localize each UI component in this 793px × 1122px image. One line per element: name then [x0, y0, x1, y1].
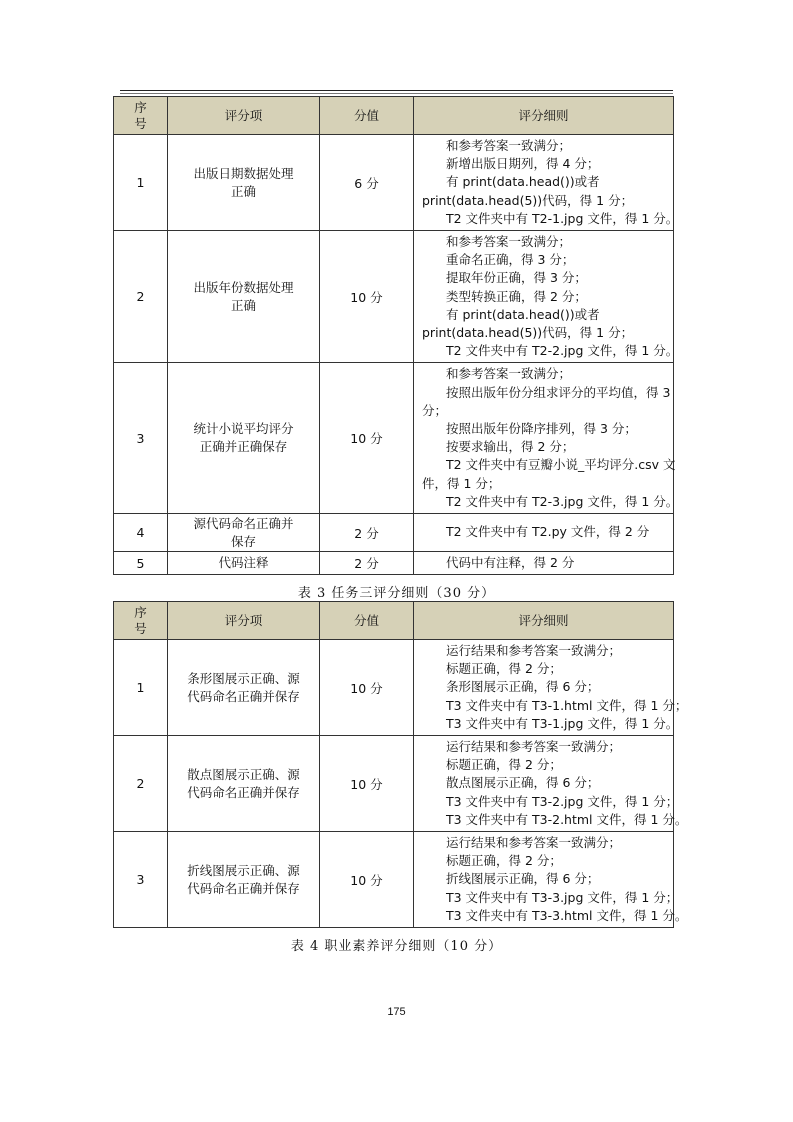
row-item-text: 源代码命名正确并 保存 — [193, 515, 294, 549]
row-detail — [414, 514, 674, 552]
table-row — [114, 736, 674, 832]
row-number: 1 — [114, 135, 168, 231]
detail-line: print(data.head(5))代码，得 1 分； — [422, 192, 634, 208]
row-item — [168, 640, 320, 736]
detail-line: T2 文件夹中有 T2.py 文件，得 2 分 — [446, 524, 650, 540]
table-row — [114, 231, 674, 363]
detail-line: 折线图展示正确，得 6 分； — [446, 871, 600, 887]
row-item-text: 出版年份数据处理 正确 — [193, 279, 294, 313]
row-number: 4 — [114, 514, 168, 552]
header-no: 序 号 — [114, 97, 168, 135]
detail-line: 代码中有注释，得 2 分 — [446, 555, 575, 571]
header-detail: 评分细则 — [414, 97, 674, 135]
detail-line: 条形图展示正确，得 6 分； — [446, 679, 600, 695]
row-item — [168, 736, 320, 832]
detail-line: T3 文件夹中有 T3-3.jpg 文件，得 1 分； — [446, 889, 679, 905]
row-number: 2 — [114, 736, 168, 832]
row-item-text: 散点图展示正确、源 代码命名正确并保存 — [187, 766, 300, 800]
row-item — [168, 231, 320, 363]
row-item — [168, 832, 320, 928]
table3-caption: 表 3 任务三评分细则（30 分） — [297, 586, 496, 601]
row-detail — [414, 736, 688, 832]
row-item — [168, 514, 320, 552]
header-item: 评分项 — [168, 97, 320, 135]
detail-line: T3 文件夹中有 T3-1.html 文件，得 1 分； — [446, 697, 688, 713]
row-number: 3 — [114, 363, 168, 514]
detail-line: 标题正确，得 2 分； — [446, 757, 562, 773]
detail-line: 按照出版年份分组求评分的平均值，得 3 — [446, 384, 671, 400]
detail-line: 散点图展示正确，得 6 分； — [446, 775, 600, 791]
table-row — [114, 514, 674, 552]
detail-line: 和参考答案一致满分； — [446, 138, 572, 153]
detail-line: T3 文件夹中有 T3-2.jpg 文件，得 1 分； — [446, 793, 679, 809]
detail-line: 有 print(data.head())或者 — [446, 174, 600, 190]
detail-line: 和参考答案一致满分； — [446, 366, 572, 382]
detail-line: T2 文件夹中有 T2-3.jpg 文件，得 1 分。 — [446, 493, 679, 509]
detail-line: 提取年份正确，得 3 分； — [446, 270, 587, 286]
row-item-text: 统计小说平均评分 正确并正确保存 — [193, 421, 294, 455]
detail-line: T3 文件夹中有 T3-2.html 文件，得 1 分。 — [446, 811, 688, 827]
detail-line: T3 文件夹中有 T3-1.jpg 文件，得 1 分。 — [446, 715, 679, 731]
table-row — [114, 135, 674, 231]
table-row — [114, 363, 674, 514]
row-score: 10 分 — [320, 832, 414, 928]
detail-line: 运行结果和参考答案一致满分； — [446, 643, 622, 658]
header-score: 分值 — [320, 602, 414, 640]
row-score: 6 分 — [320, 135, 414, 231]
row-number: 3 — [114, 832, 168, 928]
detail-line: 按要求输出，得 2 分； — [446, 439, 575, 455]
table-header-row — [114, 602, 674, 640]
row-number: 2 — [114, 231, 168, 363]
detail-line: T2 文件夹中有 T2-1.jpg 文件，得 1 分。 — [446, 210, 679, 226]
table-row — [114, 640, 674, 736]
detail-line: 和参考答案一致满分； — [446, 234, 572, 250]
row-score: 2 分 — [320, 514, 414, 552]
detail-line: T2 文件夹中有 T2-2.jpg 文件，得 1 分。 — [446, 343, 679, 359]
row-number: 5 — [114, 552, 168, 575]
row-score: 10 分 — [320, 231, 414, 363]
row-item-text: 条形图展示正确、源 代码命名正确并保存 — [187, 670, 300, 704]
header-item: 评分项 — [168, 602, 320, 640]
detail-line: 有 print(data.head())或者 — [446, 306, 600, 322]
row-item — [168, 552, 320, 575]
row-item-text: 代码注释 — [218, 555, 269, 571]
detail-line: 重命名正确，得 3 分； — [446, 252, 575, 268]
row-score: 2 分 — [320, 552, 414, 575]
detail-line: 分； — [422, 402, 448, 418]
header-detail: 评分细则 — [414, 602, 674, 640]
detail-line: 标题正确，得 2 分； — [446, 661, 562, 677]
row-detail — [414, 135, 679, 231]
detail-line: T3 文件夹中有 T3-3.html 文件，得 1 分。 — [446, 907, 688, 923]
table-row — [114, 552, 674, 575]
row-item — [168, 135, 320, 231]
row-item-text: 折线图展示正确、源 代码命名正确并保存 — [187, 862, 300, 896]
row-score: 10 分 — [320, 640, 414, 736]
detail-line: 运行结果和参考答案一致满分； — [446, 739, 622, 755]
table-header-row — [114, 97, 674, 135]
row-detail — [414, 640, 688, 736]
row-number: 1 — [114, 640, 168, 736]
row-score: 10 分 — [320, 736, 414, 832]
row-item-text: 出版日期数据处理 正确 — [193, 165, 294, 199]
row-score: 10 分 — [320, 363, 414, 514]
detail-line: 新增出版日期列，得 4 分； — [446, 156, 600, 172]
detail-line: T2 文件夹中有豆瓣小说_平均评分.csv 文 — [446, 457, 676, 473]
detail-line: 按照出版年份降序排列，得 3 分； — [446, 421, 637, 437]
detail-line: 运行结果和参考答案一致满分； — [446, 835, 622, 851]
row-detail — [414, 363, 679, 514]
detail-line: 标题正确，得 2 分； — [446, 853, 562, 869]
page-number: 175 — [387, 1006, 406, 1018]
task3-scoring-table — [113, 601, 688, 928]
detail-line: 类型转换正确，得 2 分； — [446, 288, 587, 304]
header-rule-thin — [120, 93, 673, 94]
detail-line: 件，得 1 分； — [422, 475, 501, 491]
detail-line: print(data.head(5))代码，得 1 分； — [422, 325, 634, 341]
row-detail — [414, 231, 679, 363]
table4-caption: 表 4 职业素养评分细则（10 分） — [290, 939, 503, 954]
row-detail — [414, 832, 688, 928]
row-item — [168, 363, 320, 514]
header-rule — [120, 90, 673, 91]
task2-scoring-table — [113, 96, 679, 575]
row-detail — [414, 552, 674, 575]
header-no: 序 号 — [114, 602, 168, 640]
header-score: 分值 — [320, 97, 414, 135]
table-row — [114, 832, 674, 928]
